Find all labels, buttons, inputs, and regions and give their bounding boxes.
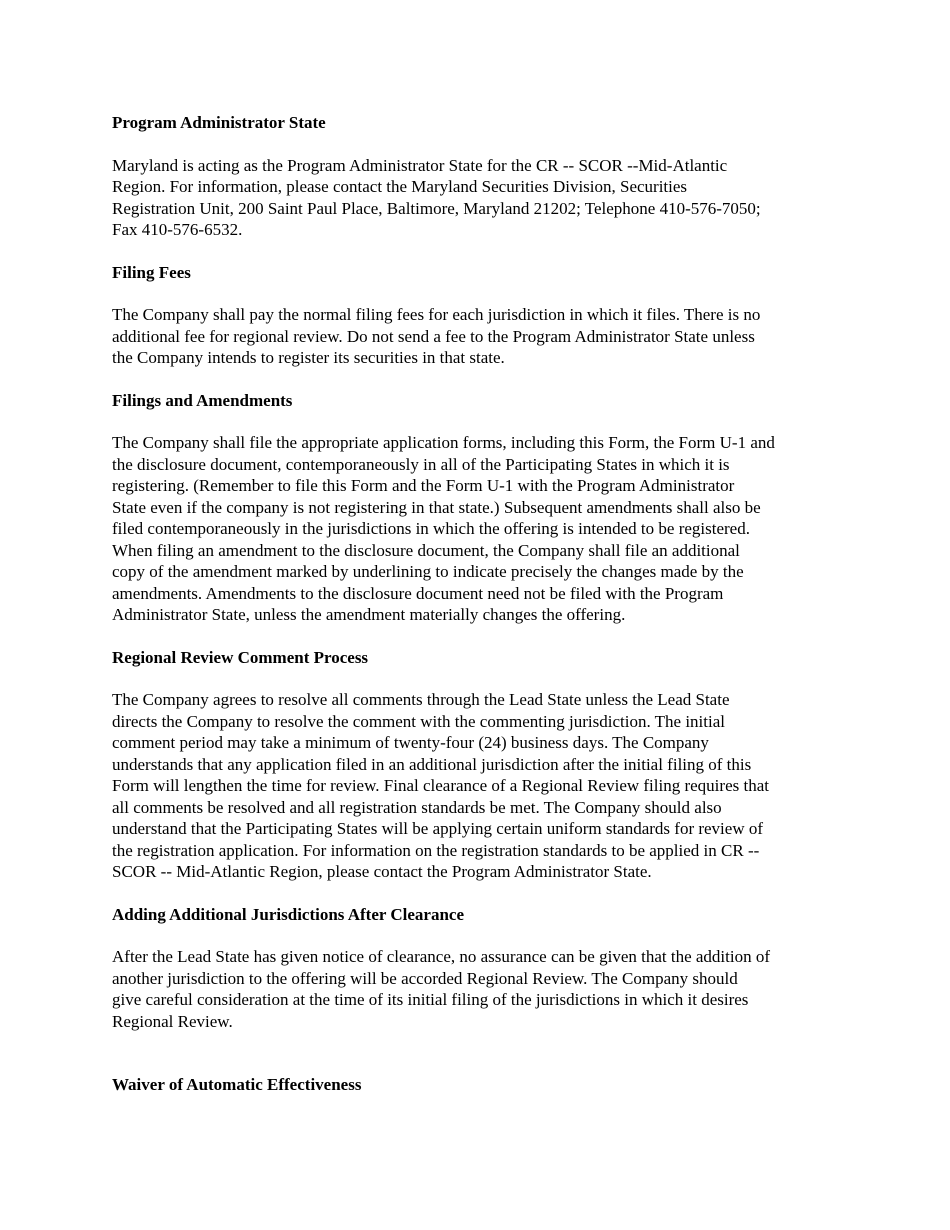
text-line: Fax 410-576-6532. [112, 220, 243, 239]
section-paragraph [112, 304, 842, 369]
section-heading: Regional Review Comment Process [112, 647, 369, 667]
text-line: amendments. Amendments to the disclosure document need not be filed with the Program [112, 583, 724, 603]
text-line: filed contemporaneously in the jurisdictions in which the offering is intended to be registered. [112, 519, 750, 538]
section-filings-and-amendments [112, 390, 842, 626]
text-line: comment period may take a minimum of twenty-four (24) business days. The Company [112, 733, 709, 752]
text-line: all comments be resolved and all registration standards be met. The Company should also [112, 797, 722, 817]
text-line: directs the Company to resolve the comment with the commenting jurisdiction. The initial [112, 711, 725, 731]
section-program-administrator-state [112, 112, 842, 241]
text-line: the Company intends to register its securities in that state. [112, 348, 505, 367]
text-line: SCOR -- Mid-Atlantic Region, please contact the Program Administrator State. [112, 862, 652, 881]
text-line: Regional Review. [112, 1011, 233, 1031]
section-paragraph [112, 155, 842, 241]
text-line: understand that the Participating States will be applying certain uniform standards for review of [112, 819, 764, 838]
section-heading: Adding Additional Jurisdictions After Clearance [112, 904, 464, 924]
text-line: another jurisdiction to the offering will be accorded Regional Review. The Company should [112, 968, 738, 988]
text-line: the disclosure document, contemporaneously in all of the Participating States in which it is [112, 454, 730, 474]
section-heading: Filing Fees [112, 262, 191, 282]
text-line: After the Lead State has given notice of clearance, no assurance can be given that the addition of [112, 947, 771, 966]
section-paragraph [112, 432, 842, 626]
section-filing-fees [112, 262, 842, 369]
text-line: the registration application. For information on the registration standards to be applied in CR -- [112, 840, 760, 860]
section-adding-additional-jurisdictions [112, 904, 842, 1033]
text-line: Administrator State, unless the amendment materially changes the offering. [112, 605, 626, 624]
section-heading: Program Administrator State [112, 113, 326, 132]
text-line: Maryland is acting as the Program Administrator State for the CR -- SCOR --Mid-Atlantic [112, 155, 728, 175]
text-line: give careful consideration at the time of its initial filing of the jurisdictions in which it desires [112, 990, 749, 1009]
text-line: The Company agrees to resolve all comments through the Lead State unless the Lead State [112, 690, 730, 709]
section-paragraph [112, 689, 842, 883]
text-line: additional fee for regional review. Do not send a fee to the Program Administrator State unless [112, 326, 755, 346]
document-page [112, 112, 842, 1096]
text-line: The Company shall file the appropriate application forms, including this Form, the Form U-1 and [112, 433, 775, 452]
section-regional-review-comment-process [112, 647, 842, 883]
text-line: Region. For information, please contact the Maryland Securities Division, Securities [112, 177, 688, 196]
text-line: understands that any application filed in an additional jurisdiction after the initial filing of this [112, 754, 752, 774]
text-line: registering. (Remember to file this Form and the Form U-1 with the Program Administrator [112, 476, 735, 495]
text-line: Registration Unit, 200 Saint Paul Place, Baltimore, Maryland 21202; Telephone 410-576-7050; [112, 198, 761, 218]
section-waiver-of-automatic-effectiveness [112, 1074, 842, 1096]
text-line: The Company shall pay the normal filing fees for each jurisdiction in which it files. There is no [112, 305, 761, 324]
text-line: State even if the company is not registering in that state.) Subsequent amendments shall also be [112, 497, 761, 517]
section-heading: Waiver of Automatic Effectiveness [112, 1075, 362, 1094]
text-line: copy of the amendment marked by underlining to indicate precisely the changes made by the [112, 562, 744, 581]
text-line: When filing an amendment to the disclosure document, the Company shall file an additional [112, 540, 740, 560]
section-paragraph [112, 946, 842, 1032]
text-line: Form will lengthen the time for review. Final clearance of a Regional Review filing requires that [112, 776, 769, 795]
section-heading: Filings and Amendments [112, 390, 293, 410]
